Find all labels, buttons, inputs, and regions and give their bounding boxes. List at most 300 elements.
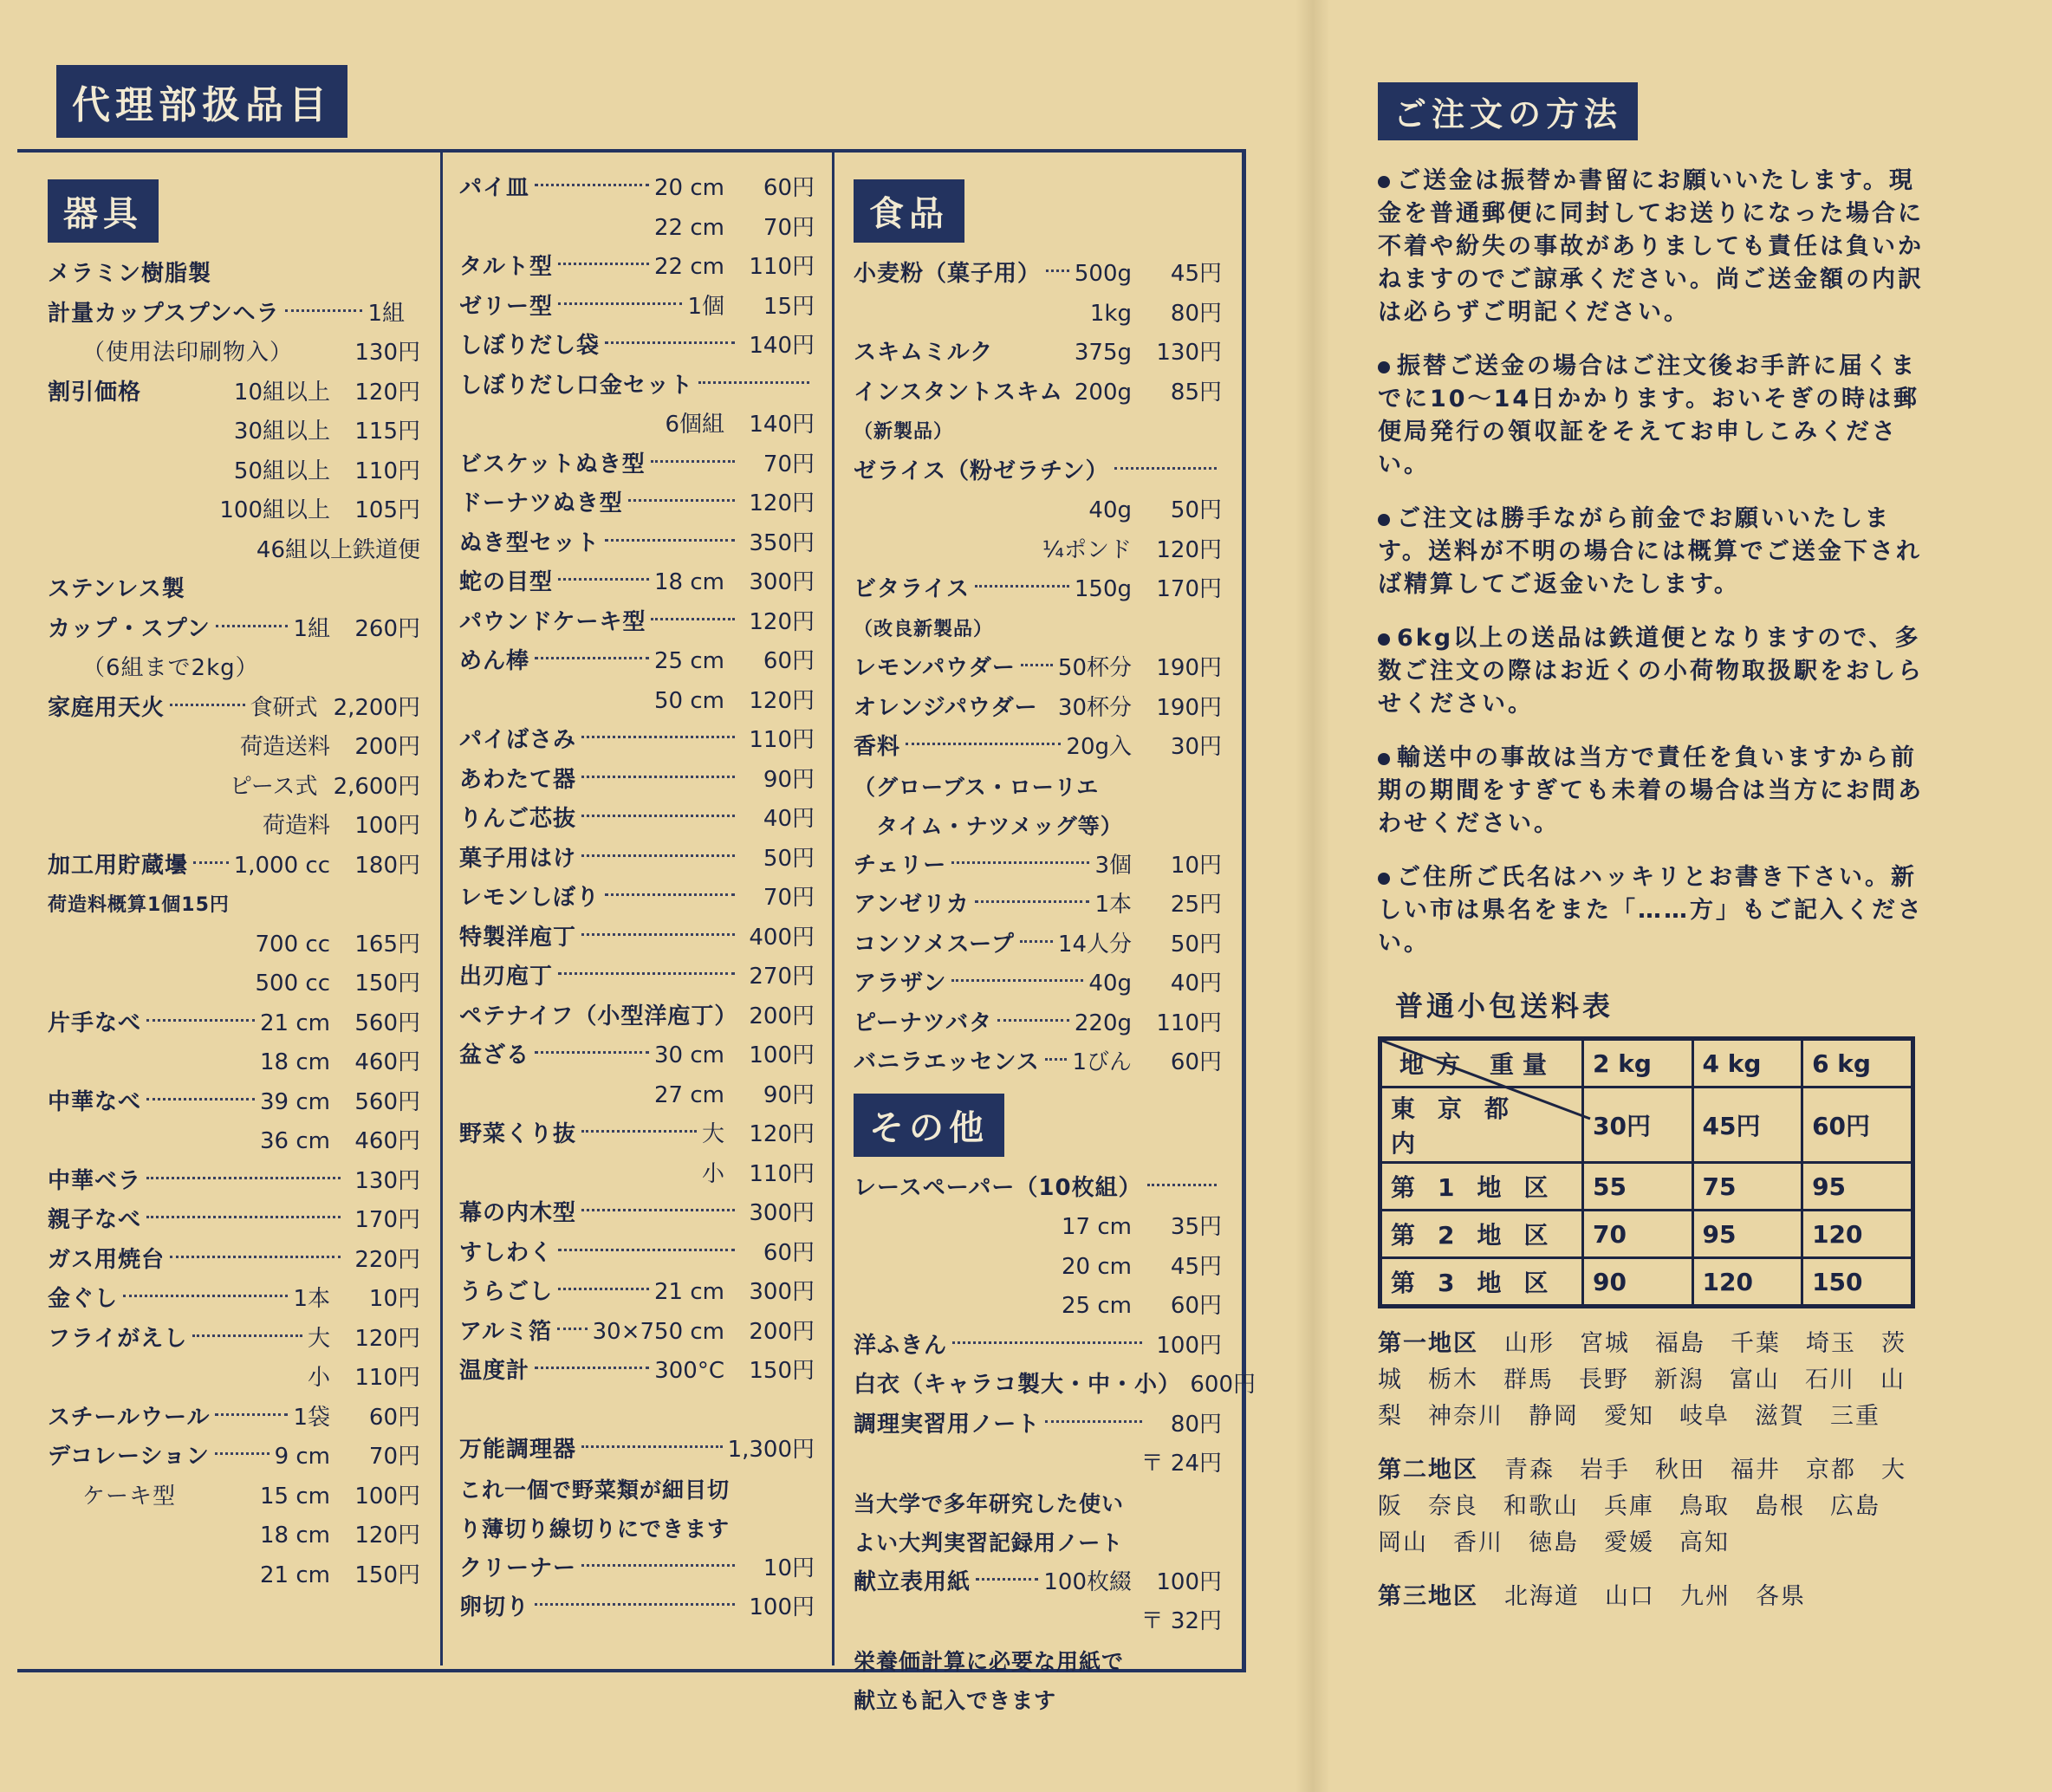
item-price: 70円 (368, 1444, 420, 1470)
item-spec: 30組以上 (233, 419, 330, 445)
list-item (854, 1287, 1222, 1327)
item-name: チェリー (854, 852, 947, 879)
region-cell: 東京都内 (1380, 1088, 1583, 1163)
item-price: 40円 (1170, 971, 1222, 997)
item-name: レモンしぼり (459, 885, 601, 911)
item-name: オレンジパウダー (854, 694, 1038, 721)
leader-dots (146, 1098, 255, 1101)
leader-dots (535, 1603, 735, 1606)
item-price: 80円 (1170, 300, 1222, 327)
header-weight: 重量 (1489, 1050, 1555, 1079)
item-spec: 36 cm (260, 1128, 330, 1154)
list-item (48, 1320, 420, 1360)
leader-dots (146, 1177, 341, 1179)
region-label: 第三地区 (1378, 1583, 1478, 1610)
leader-dots (285, 309, 363, 312)
fee-cell: 30円 (1583, 1088, 1693, 1163)
item-name: 中華なべ (48, 1088, 142, 1115)
list-item (48, 1438, 420, 1477)
item-name: 菓子用はけ (459, 845, 577, 872)
leader-dots (558, 1249, 735, 1251)
item-price: 300円 (749, 1200, 815, 1226)
item-price: 400円 (749, 924, 815, 951)
list-item (48, 1556, 420, 1596)
list-item (48, 964, 420, 1004)
item-name: 計量カップスプンヘラ (48, 300, 280, 327)
region-list (1378, 1326, 1932, 1615)
list-item (459, 1234, 815, 1274)
list-item (48, 1083, 420, 1123)
bullet-icon (1378, 873, 1390, 885)
item-spec: 1本 (293, 1286, 330, 1312)
leader-dots (976, 1578, 1038, 1581)
item-name: レモンパウダー (854, 655, 1016, 681)
list-item (459, 721, 815, 761)
item-price: 560円 (354, 1010, 420, 1036)
list-item (459, 1549, 815, 1589)
fee-cell: 60円 (1802, 1088, 1913, 1163)
fee-cell: 95 (1802, 1163, 1913, 1211)
item-spec: 25 cm (654, 648, 724, 674)
item-name: 中華ベラ (48, 1167, 142, 1194)
item-price: 110円 (354, 458, 420, 484)
item-name: スチールウール (48, 1404, 211, 1431)
list-item (459, 1036, 815, 1076)
item-price: 130円 (354, 340, 420, 366)
item-spec: 21 cm (654, 1279, 724, 1305)
item-name: 献立も記入できます (854, 1688, 1057, 1713)
list-item (459, 563, 815, 603)
list-item (48, 807, 420, 847)
item-price: 120円 (354, 379, 420, 406)
item-name: めん棒 (459, 648, 530, 674)
item-price: 25円 (1170, 892, 1222, 918)
item-name: しぼりだし袋 (459, 333, 601, 359)
list-item (854, 1327, 1222, 1367)
item-spec: 50杯分 (1057, 655, 1132, 681)
item-name: 蛇の目型 (459, 569, 554, 595)
item-price: 70円 (763, 451, 815, 477)
list-item (459, 879, 815, 919)
item-spec: 150g (1074, 576, 1132, 602)
list-item (459, 367, 815, 406)
item-name: 割引価格 (48, 379, 142, 406)
leader-dots (216, 625, 289, 627)
fee-cell: 70 (1583, 1211, 1693, 1258)
order-paragraph (1378, 622, 1932, 721)
item-spec: 500g (1074, 261, 1132, 287)
list-item (459, 958, 815, 997)
item-spec: 100枚綴 (1043, 1568, 1132, 1595)
item-price: 50円 (763, 845, 815, 872)
item-spec: 大 (307, 1325, 330, 1352)
item-spec: 21 cm (260, 1562, 330, 1588)
leader-dots (605, 893, 735, 896)
fee-cell: 150 (1802, 1258, 1913, 1307)
region-label: 第二地区 (1378, 1457, 1478, 1484)
list-item (854, 1523, 1222, 1563)
section-title-kigu: 器具 (48, 179, 159, 243)
item-name: 加工用貯蔵壜 (48, 852, 189, 879)
list-item (48, 1280, 420, 1320)
list-item (854, 1169, 1222, 1209)
list-item (459, 1588, 815, 1628)
region-label: 第一地区 (1378, 1330, 1478, 1357)
order-panel (1378, 82, 1932, 1615)
item-name: 当大学で多年研究した使い (854, 1490, 1125, 1516)
item-price: 50円 (1170, 931, 1222, 958)
fee-cell: 90 (1583, 1258, 1693, 1307)
list-item (48, 768, 420, 808)
item-price: 10円 (368, 1286, 420, 1312)
list-item (48, 1162, 420, 1202)
item-price: 60円 (763, 1239, 815, 1266)
leader-dots (698, 381, 809, 384)
fee-cell: 45円 (1692, 1088, 1802, 1163)
leader-dots (557, 1328, 588, 1330)
item-spec: 20 cm (1062, 1253, 1132, 1280)
list-item (459, 919, 815, 958)
item-name: しぼりだし口金セット (459, 372, 694, 399)
leader-dots (1046, 269, 1069, 272)
item-name: スキムミルク (854, 340, 994, 366)
list-item (48, 886, 420, 925)
item-name: ステンレス製 (48, 576, 185, 602)
fee-cell: 120 (1692, 1258, 1802, 1307)
item-name: ケーキ型 (82, 1483, 177, 1510)
fee-cell: 120 (1802, 1211, 1913, 1258)
item-name: ゼリー型 (459, 293, 554, 320)
list-item (854, 768, 1222, 808)
list-item (854, 807, 1222, 847)
item-spec: 14人分 (1057, 931, 1132, 958)
list-item (854, 1406, 1222, 1445)
paragraph-text: ご住所ご氏名はハッキリとお書き下さい。新しい市は県名をまた「……方」もご記入ください。 (1378, 864, 1924, 957)
item-spec: 小 (701, 1160, 724, 1187)
item-price: 60円 (368, 1404, 420, 1431)
list-item (854, 373, 1222, 413)
bullet-icon (1378, 514, 1390, 526)
list-item (48, 412, 420, 452)
list-item (48, 491, 420, 531)
order-paragraph (1378, 165, 1932, 329)
leader-dots (558, 578, 649, 581)
list-item (459, 169, 815, 209)
table-header-corner (1380, 1039, 1583, 1088)
region-cell: 第2地区 (1380, 1211, 1583, 1258)
item-price: 10円 (1170, 852, 1222, 879)
item-spec: 22 cm (654, 214, 724, 241)
list-item (48, 295, 420, 334)
leader-dots (146, 1216, 341, 1218)
item-spec: 700 cc (255, 931, 330, 958)
leader-dots (535, 1367, 649, 1369)
item-spec: 30 cm (654, 1042, 724, 1068)
item-price: 90円 (763, 766, 815, 793)
item-spec: 小 (307, 1365, 330, 1391)
leader-dots (1020, 940, 1053, 943)
item-spec: 27 cm (654, 1081, 724, 1108)
leader-dots (535, 657, 649, 659)
list-item (854, 412, 1222, 452)
list-item (48, 334, 420, 373)
item-name: ビタライス (854, 576, 970, 602)
item-price: 260円 (354, 615, 420, 642)
item-spec: 20g入 (1066, 734, 1132, 760)
item-name: レースペーパー（10枚組） (854, 1174, 1142, 1201)
region-prefectures: 青森 岩手 秋田 福井 京都 大阪 奈良 和歌山 兵庫 鳥取 島根 広島 岡山 香川 徳島 愛媛 高知 (1378, 1457, 1906, 1556)
item-price: 150円 (354, 971, 420, 997)
list-item (854, 1642, 1222, 1682)
leader-dots (192, 1334, 302, 1337)
leader-dots (170, 1256, 341, 1258)
list-item (459, 682, 815, 722)
item-spec: 3個 (1094, 852, 1132, 879)
item-spec: 21 cm (260, 1010, 330, 1036)
item-name: 献立表用紙 (854, 1568, 971, 1595)
item-name: タイム・ナツメッグ等） (854, 814, 1123, 839)
list-item (459, 327, 815, 367)
item-price: 60円 (763, 175, 815, 201)
list-item (854, 610, 1222, 650)
item-spec: ピース式 (229, 773, 318, 800)
item-name: （6組まで2kg） (82, 655, 259, 681)
leader-dots (1021, 664, 1053, 666)
item-spec: 20 cm (654, 175, 724, 201)
list-item (48, 1359, 420, 1399)
item-name: （改良新製品） (854, 618, 994, 640)
item-name: インスタントスキム (854, 379, 1063, 406)
leader-dots (558, 263, 649, 265)
region-cell: 第1地区 (1380, 1163, 1583, 1211)
item-name: 特製洋庖丁 (459, 924, 577, 951)
item-name: 小麦粉（菓子用） (854, 261, 1042, 287)
region-group (1378, 1326, 1915, 1435)
list-item (48, 531, 420, 571)
item-name: これ一個で野菜類が細目切 (459, 1477, 731, 1503)
item-name: 荷造料概算1個15円 (48, 894, 230, 916)
shipping-fee-table (1378, 1036, 1915, 1308)
item-price: 1,300円 (727, 1437, 815, 1463)
leader-dots (146, 1019, 255, 1022)
item-spec: 1びん (1072, 1049, 1132, 1075)
paragraph-text: 6kg以上の送品は鉄道便となりますので、多数ご注文の際はお近くの小荷物取扱駅をおしらせください。 (1378, 625, 1924, 717)
item-price: 180円 (354, 852, 420, 879)
item-spec: 15 cm (260, 1483, 330, 1510)
item-spec: 25 cm (1062, 1293, 1132, 1319)
item-name: （使用法印刷物入） (82, 340, 294, 366)
leader-dots (558, 972, 735, 975)
item-name: 幕の内木型 (459, 1200, 577, 1226)
item-price: 300円 (749, 569, 815, 595)
item-spec: 500 cc (255, 971, 330, 997)
list-item (459, 840, 815, 880)
list-item (854, 925, 1222, 965)
item-price: 120円 (354, 1523, 420, 1549)
leader-dots (123, 1295, 288, 1297)
leader-dots (906, 743, 1061, 745)
list-item (459, 1471, 815, 1510)
item-spec: 荷造料 (262, 813, 330, 839)
item-price: 110円 (749, 1160, 815, 1187)
leader-dots (558, 1288, 649, 1290)
list-item (48, 847, 420, 886)
item-name: 金ぐし (48, 1286, 119, 1312)
item-price: 120円 (749, 490, 815, 516)
table-row (1380, 1211, 1913, 1258)
item-spec: 200g (1074, 379, 1132, 406)
bullet-icon (1378, 633, 1390, 646)
item-name: 親子なべ (48, 1207, 142, 1233)
region-cell: 第3地区 (1380, 1258, 1583, 1307)
item-price: 115円 (354, 419, 420, 445)
item-name: 盆ざる (459, 1042, 530, 1068)
item-price: 2,200円 (333, 694, 420, 721)
item-spec: 1袋 (293, 1404, 330, 1431)
item-price: 120円 (1156, 536, 1222, 563)
paragraph-text: ご注文は勝手ながら前金でお願いいたします。送料が不明の場合には概算でご送金下されば精算してご返金いたします。 (1378, 505, 1922, 598)
list-item (854, 452, 1222, 492)
order-method-title: ご注文の方法 (1378, 82, 1638, 140)
leader-dots (581, 933, 735, 936)
leader-dots (581, 1130, 697, 1133)
item-price: 70円 (763, 885, 815, 911)
item-name: り薄切り線切りにできます (459, 1516, 731, 1542)
leader-dots (581, 1209, 735, 1211)
item-name: 万能調理器 (459, 1437, 577, 1463)
leader-dots (951, 979, 1083, 982)
leader-dots (581, 854, 735, 857)
item-name: 香料 (854, 734, 901, 760)
item-price: 120円 (749, 687, 815, 714)
item-spec: 1本 (1094, 892, 1132, 918)
item-name: 白衣（キャラコ製大・中・小） (854, 1372, 1182, 1398)
item-spec: 食研式 (250, 694, 318, 721)
item-price: 10円 (763, 1555, 815, 1581)
item-name: （グローブス・ローリエ (854, 774, 1100, 800)
item-price: 45円 (1170, 1253, 1222, 1280)
item-spec: 50 cm (654, 687, 724, 714)
item-name: あわたて器 (459, 766, 577, 793)
item-price: 80円 (1170, 1411, 1222, 1438)
header-2kg: 2 kg (1583, 1039, 1693, 1088)
leader-dots (975, 900, 1090, 903)
header-6kg: 6 kg (1802, 1039, 1913, 1088)
item-price: 140円 (749, 412, 815, 438)
column-divider (440, 149, 443, 1665)
list-item (854, 334, 1222, 373)
item-price: 85円 (1170, 379, 1222, 406)
item-name: 洋ふきん (854, 1332, 948, 1359)
item-price: 90円 (763, 1081, 815, 1108)
item-price: 110円 (749, 727, 815, 753)
list-item (48, 1201, 420, 1241)
item-spec: 17 cm (1062, 1214, 1132, 1240)
list-item (854, 1681, 1222, 1721)
item-spec: 100組以上 (219, 497, 330, 523)
item-price: 150円 (354, 1562, 420, 1588)
list-item (48, 255, 420, 295)
leader-dots (581, 776, 735, 778)
item-name: アラザン (854, 971, 947, 997)
item-price: 110円 (749, 254, 815, 280)
list-item (854, 847, 1222, 886)
item-price: 560円 (354, 1088, 420, 1115)
fee-cell: 55 (1583, 1163, 1693, 1211)
item-spec: 1,000 cc (233, 852, 330, 879)
list-item (48, 452, 420, 492)
list-item (854, 1445, 1222, 1484)
item-price: 600円 (1190, 1372, 1257, 1398)
list-item (854, 649, 1222, 689)
item-price: 60円 (763, 648, 815, 674)
list-item (459, 1273, 815, 1313)
item-price: 460円 (354, 1049, 420, 1075)
item-name: メラミン樹脂製 (48, 261, 212, 287)
list-item (854, 1004, 1222, 1044)
list-item (459, 524, 815, 564)
item-spec: 375g (1074, 340, 1132, 366)
item-spec: 大 (701, 1121, 724, 1147)
leader-dots (193, 861, 229, 864)
section-title-sonota: その他 (854, 1094, 1004, 1157)
leader-dots (1045, 1058, 1068, 1061)
item-price: 100円 (749, 1042, 815, 1068)
item-price: 270円 (749, 964, 815, 990)
item-price: 30円 (1170, 734, 1222, 760)
list-item (459, 642, 815, 682)
item-name: フライがえし (48, 1325, 188, 1352)
item-price: 46組以上鉄道便 (256, 536, 420, 563)
table-row (1380, 1163, 1913, 1211)
item-price: 200円 (749, 1318, 815, 1345)
leader-dots (605, 341, 735, 344)
list-item (459, 288, 815, 328)
item-name: ガス用焼台 (48, 1246, 166, 1273)
item-spec: 18 cm (654, 569, 724, 595)
leader-dots (170, 704, 245, 706)
list-item (854, 1484, 1222, 1524)
table-row (1380, 1258, 1913, 1307)
fee-cell: 95 (1692, 1211, 1802, 1258)
leader-dots (215, 1452, 269, 1455)
header-region: 地方 (1399, 1050, 1473, 1079)
item-price: 190円 (1156, 694, 1222, 721)
region-prefectures: 北海道 山口 九州 各県 (1504, 1583, 1806, 1610)
item-spec: 40g (1088, 971, 1132, 997)
item-name: うらごし (459, 1279, 554, 1305)
order-instructions (1378, 165, 1932, 960)
header-4kg: 4 kg (1692, 1039, 1802, 1088)
leader-dots (997, 1019, 1069, 1022)
item-name: アルミ箔 (459, 1318, 552, 1345)
list-item (459, 1392, 815, 1432)
list-item (459, 209, 815, 249)
item-price: 130円 (1156, 340, 1222, 366)
item-price: 100円 (354, 1483, 420, 1510)
item-name: ドーナツぬき型 (459, 490, 623, 516)
item-spec: 300°C (654, 1358, 724, 1384)
page-title: 代理部扱品目 (56, 65, 347, 138)
item-name: コンソメスープ (854, 931, 1015, 958)
item-name: 出刃庖丁 (459, 964, 554, 990)
leader-dots (558, 302, 682, 305)
leader-dots (952, 1341, 1142, 1344)
item-price: 110円 (354, 1365, 420, 1391)
list-item (854, 689, 1222, 729)
list-item (459, 800, 815, 840)
item-price: 105円 (354, 497, 420, 523)
